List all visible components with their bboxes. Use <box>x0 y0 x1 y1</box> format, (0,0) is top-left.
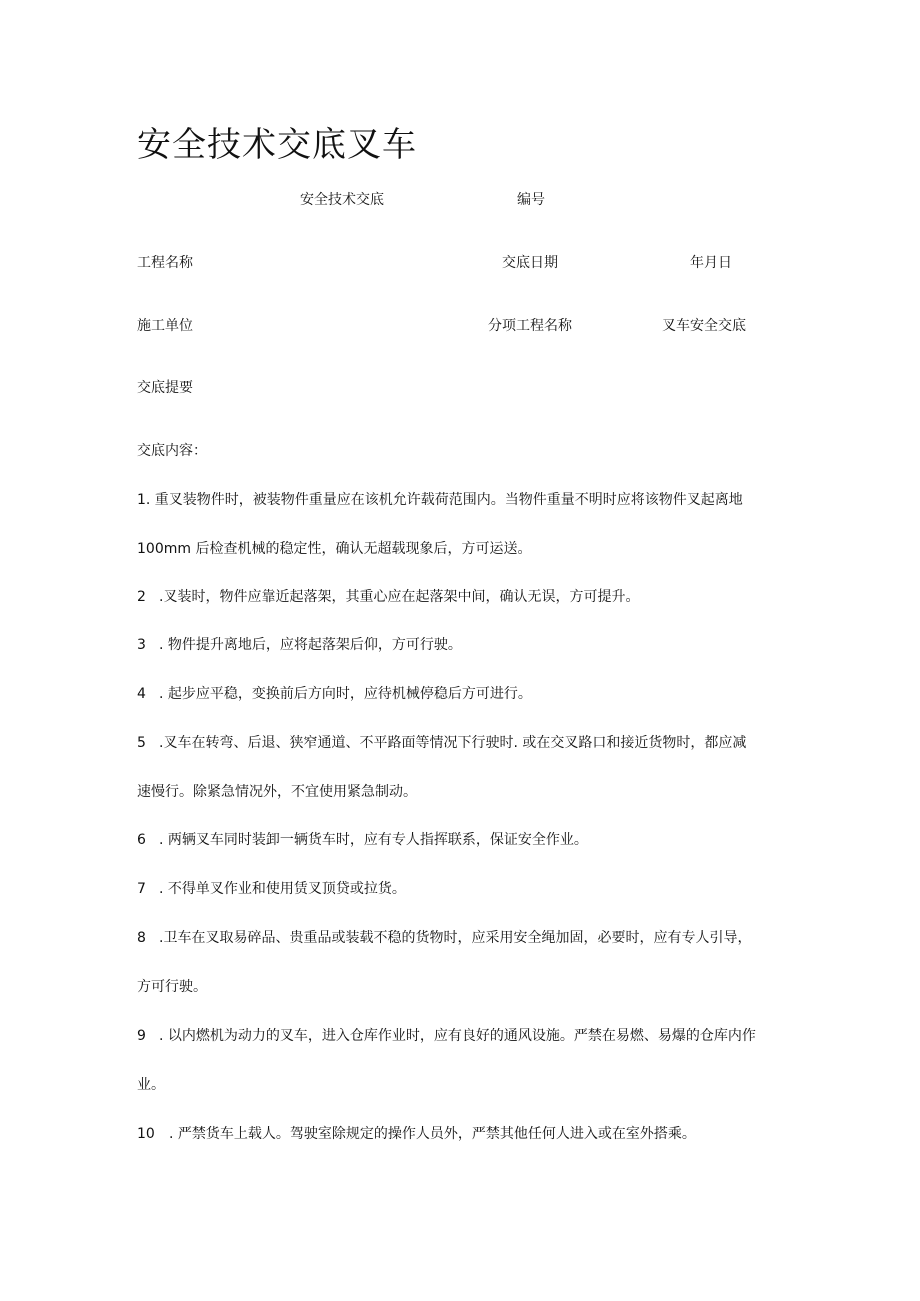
list-item <box>137 928 751 948</box>
document-title: 安全技术交底叉车 <box>137 125 417 165</box>
item-number: 5 <box>137 735 146 751</box>
date-label: 交底日期 <box>502 255 558 271</box>
list-item <box>137 879 406 899</box>
subproject-value: 叉车安全交底 <box>662 318 746 334</box>
item-number: 3 <box>137 637 146 653</box>
item-text: . 物件提升离地后，应将起落架后仰，方可行驶。 <box>159 637 462 653</box>
form-title: 安全技术交底 <box>300 192 384 208</box>
item-text: . 以内燃机为动力的叉车，进入仓库作业时，应有良好的通风设施。严禁在易燃、易爆的仓库内作 <box>159 1028 756 1044</box>
item-text: 1. 重叉装物件时，被装物件重量应在该机允许载荷范围内。当物件重量不明时应将该物件叉起离地 <box>137 492 743 508</box>
construction-unit-label: 施工单位 <box>137 318 193 334</box>
list-item-continuation: 100mm 后检查机械的稳定性，确认无超载现象后，方可运送。 <box>137 541 532 557</box>
item-text: . 严禁货车上载人。驾驶室除规定的操作人员外，严禁其他任何人进入或在室外搭乘。 <box>169 1126 696 1142</box>
item-number: 8 <box>137 930 146 946</box>
item-text: .叉装时，物件应靠近起落架，其重心应在起落架中间，确认无误，方可提升。 <box>159 589 640 605</box>
list-item <box>137 684 532 704</box>
date-value: 年月日 <box>690 255 732 271</box>
item-text: . 起步应平稳，变换前后方向时，应待机械停稳后方可进行。 <box>159 686 532 702</box>
item-number: 6 <box>137 832 146 848</box>
item-text: . 不得单叉作业和使用赁叉顶贷或拉货。 <box>159 881 406 897</box>
list-item <box>137 1026 756 1046</box>
item-text: .叉车在转弯、后退、狭窄通道、不平路面等情况下行驶时. 或在交叉路口和接近货物时，都应减 <box>159 735 747 751</box>
item-number: 10 <box>137 1126 155 1142</box>
list-item-continuation: 方可行驶。 <box>137 979 207 995</box>
summary-label: 交底提要 <box>137 380 193 396</box>
list-item <box>137 635 462 655</box>
list-item <box>137 733 746 753</box>
list-item <box>137 490 743 510</box>
item-number: 7 <box>137 881 146 897</box>
project-name-label: 工程名称 <box>137 255 193 271</box>
list-item <box>137 1124 696 1144</box>
number-label: 编号 <box>517 192 545 208</box>
item-text: .卫车在叉取易碎品、贵重品或装载不稳的货物时，应采用安全绳加固，必要时，应有专人引导， <box>159 930 752 946</box>
list-item-continuation: 业。 <box>137 1077 165 1093</box>
content-label: 交底内容： <box>137 443 207 459</box>
subproject-label: 分项工程名称 <box>488 318 572 334</box>
list-item <box>137 830 588 850</box>
item-number: 2 <box>137 589 146 605</box>
item-text: . 两辆叉车同时装卸一辆货车时，应有专人指挥联系，保证安全作业。 <box>159 832 588 848</box>
list-item-continuation: 速慢行。除紧急情况外，不宜使用紧急制动。 <box>137 784 417 800</box>
item-number: 9 <box>137 1028 146 1044</box>
list-item <box>137 587 639 607</box>
item-number: 4 <box>137 686 146 702</box>
